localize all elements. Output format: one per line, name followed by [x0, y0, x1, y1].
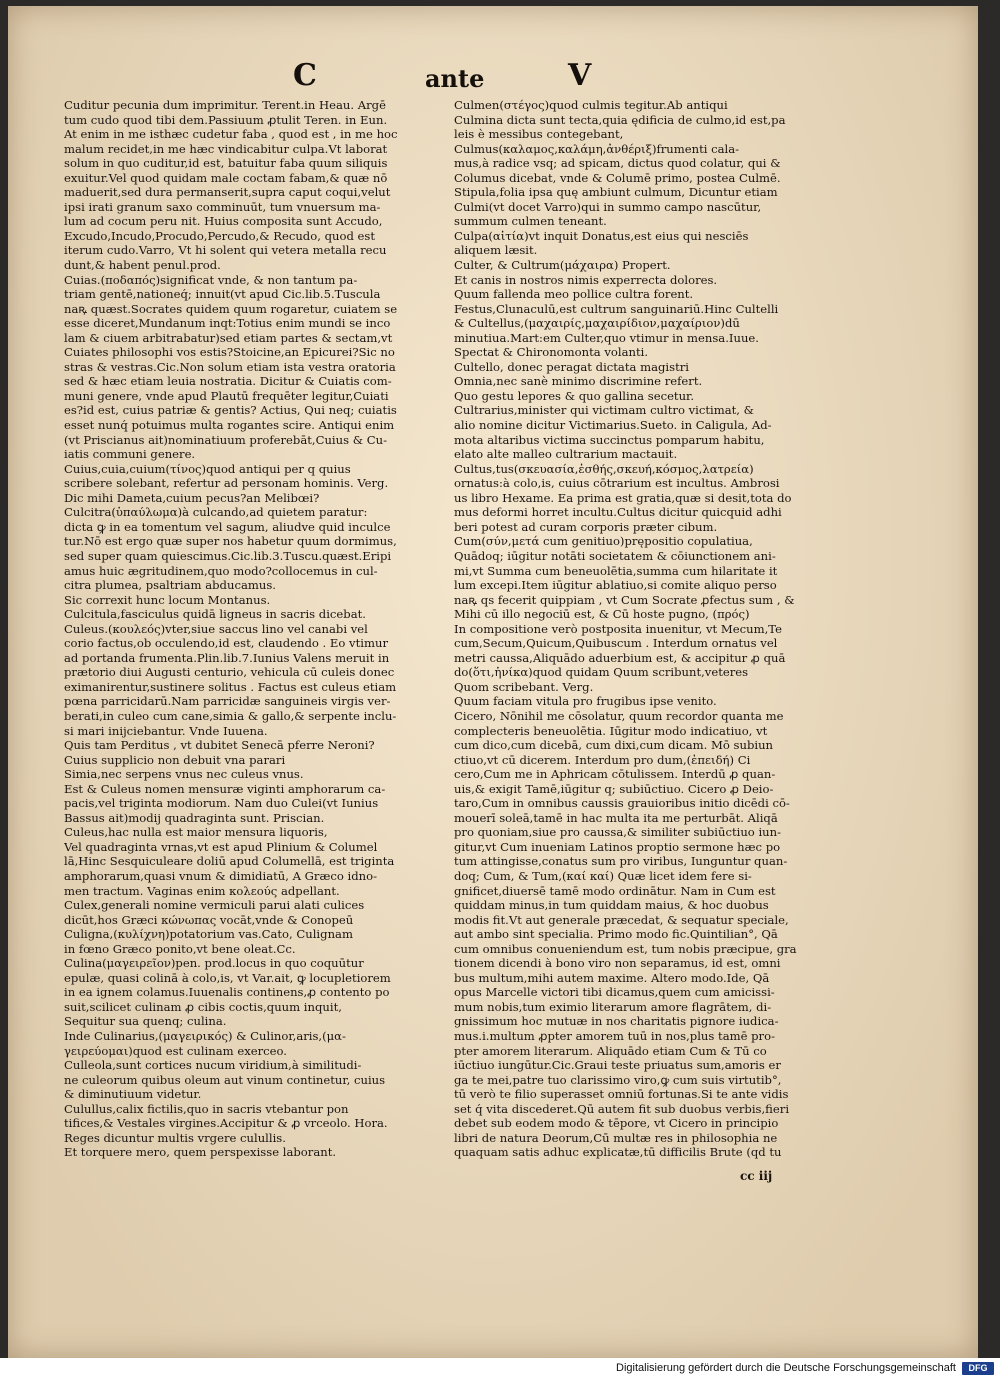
header-right-letter: V — [568, 58, 592, 93]
right-text-column — [454, 98, 832, 1160]
text-line: Culter, & Cultrum(μάχαιρα) Propert. — [454, 258, 671, 273]
text-line: Sequitur sua quenq; culina. — [64, 1014, 227, 1029]
text-line: Culina(μαγειρεῖον)pen. prod.locus in quo coquūtur — [64, 956, 364, 971]
text-line: elato alte malleo cultrarium mactauit. — [454, 447, 678, 462]
text-line: Excudo,Incudo,Procudo,Percudo,& Recudo, quod est — [64, 228, 376, 243]
text-line: exuitur.Vel quod quidam male coctam fabam,& quæ nō — [64, 170, 388, 185]
text-line: Culmen(στέγος)quod culmis tegitur.Ab antiqui — [454, 98, 728, 112]
text-line: Sic correxit hunc locum Montanus. — [64, 592, 271, 607]
text-line: libri de natura Deorum,Cū multæ res in philosophia ne — [454, 1130, 778, 1145]
text-line: Inde Culinarius,(μαγειρικός) & Culinor,aris,(μα- — [64, 1029, 346, 1043]
text-line: men tractum. Vaginas enim κολεούς adpellant. — [64, 883, 340, 898]
text-line: Quo gestu lepores & quo gallina secetur. — [454, 388, 695, 403]
text-line: Quādoq; iūgitur notāti societatem & cōiunctionem ani- — [454, 548, 776, 563]
text-line: Culeus.(κουλεός)vter,siue saccus lino vel canabi vel — [64, 621, 368, 636]
text-line: Cuditur pecunia dum imprimitur. Terent.in Heau. Argē — [64, 98, 386, 112]
text-line: esse diceret,Mundanum inqt:Totius enim mundi se inco — [64, 316, 391, 331]
text-line: mus deformi horret incultu.Cultus dicitur quicquid adhi — [454, 505, 782, 520]
funding-credit: Digitalisierung gefördert durch die Deutsche Forschungsgemeinschaft — [616, 1362, 956, 1374]
text-line: cero,Cum me in Aphricam cōtulissem. Interdū ꝓ quan- — [454, 767, 776, 782]
text-line: Culpa(αἰτία)vt inquit Donatus,est eius qui nesciēs — [454, 228, 749, 243]
text-line: Bassus ait)modij quadraginta sunt. Priscian. — [64, 810, 325, 825]
text-line: ad portanda frumenta.Plin.lib.7.Iunius Valens meruit in — [64, 650, 390, 665]
text-line: Cicero, Nōnihil me cōsolatur, quum recordor quanta me — [454, 708, 784, 723]
text-line: malum recidet,in me hæc vindicabitur culpa.Vt laborat — [64, 141, 388, 156]
text-line: si mari inijciebantur. Vnde Iuuena. — [64, 723, 268, 738]
text-line: Dic mihi Dameta,cuium pecus?an Melibœi? — [64, 490, 320, 505]
text-line: complecteris beneuolētia. Iūgitur modo indicatiuo, vt — [454, 723, 768, 738]
text-line: taro,Cum in omnibus caussis grauioribus initio dicēdi cō- — [454, 796, 790, 811]
text-line: Quis tam Perditus , vt dubitet Senecā pferre Neroni? — [64, 738, 375, 753]
text-line: dicūt,hos Græci κώνωπας vocāt,vnde & Conopeū — [64, 912, 354, 927]
text-line: sed & hæc etiam leuia nostratia. Dicitur & Cuiatis com- — [64, 374, 392, 389]
text-line: sed super quam quiescimus.Cic.lib.3.Tuscu.quæst.Eripi — [64, 548, 392, 563]
text-line: Culmi(vt docet Varro)qui in summo campo nascūtur, — [454, 199, 762, 214]
text-line: Culleola,sunt cortices nucum viridium,à similitudi- — [64, 1058, 362, 1073]
text-line: ornatus:à colo,is, cuius cōtrarium est incultus. Ambrosi — [454, 476, 780, 491]
text-line: aut ambo sint specialia. Primo modo fic.Quintilian°, Qā — [454, 927, 778, 942]
text-line: gnificet,diuersē tamē modo ordinātur. Nam in Cum est — [454, 883, 776, 898]
text-line: Culex,generali nomine vermiculi parui alati culices — [64, 898, 365, 913]
text-line: Culeus,hac nulla est maior mensura liquoris, — [64, 825, 328, 840]
text-line: Mihi cū illo negociū est, & Cū hoste pugno, (πρός) — [454, 607, 750, 622]
text-line: citra plumea, psaltriam abducamus. — [64, 578, 276, 593]
text-line: Culullus,calix fictilis,quo in sacris vtebantur pon — [64, 1101, 349, 1116]
text-line: amus huic ægritudinem,quo modo?collocemus in cul- — [64, 563, 378, 578]
text-line: leis è messibus contegebant, — [454, 127, 624, 142]
text-line: mi,vt Summa cum beneuolētia,summa cum hilaritate it — [454, 563, 778, 578]
text-line: naꝶ qs fecerit quippiam , vt Cum Socrate ꝓfectus sum , & — [454, 592, 795, 607]
text-line: esset nunq́ potuimus multa rogantes scire. Antiqui enim — [64, 418, 395, 433]
text-line: scribere solebant, refertur ad personam hominis. Verg. — [64, 476, 389, 491]
text-line: mus,à radice vsq; ad spicam, dictus quod colatur, qui & — [454, 156, 781, 171]
text-line: modis fit.Vt aut generale præcedat, & sequatur speciale, — [454, 912, 789, 927]
text-line: cum omnibus conueniendum est, tum nobis præcipue, gra — [454, 941, 797, 956]
text-line: amphorarum,quasi vnum & dimidiatū, A Græco idno- — [64, 868, 378, 883]
text-line: Culmina dicta sunt tecta,quia ędificia de culmo,id est,pa — [454, 112, 786, 127]
text-line: in fœno Græco ponito,vt bene oleat.Cc. — [64, 941, 296, 956]
text-line: Est & Culeus nomen mensuræ viginti amphorarum ca- — [64, 781, 386, 796]
text-line: doq; Cum, & Tum,(καί καί) Quæ licet idem fere si- — [454, 868, 752, 883]
text-line: mum nobis,tum eximio literarum amore flagrātem, di- — [454, 999, 772, 1014]
text-line: dicta ꝙ in ea tomentum vel sagum, aliudve quid inculce — [64, 519, 391, 534]
left-text-column — [64, 98, 456, 1160]
text-line: At enim in me isthæc cudetur faba , quod est , in me hoc — [64, 127, 398, 142]
text-line: Cuius supplicio non debuit vna parari — [64, 752, 286, 767]
text-line: γειρεύομαι)quod est culinam exerceo. — [64, 1043, 287, 1058]
text-line: eximanirentur,sustinere solitus . Factus est culeus etiam — [64, 679, 397, 694]
text-line: alio nomine dicitur Victimarius.Sueto. in Caligula, Ad- — [454, 418, 772, 433]
text-line: quiddam minus,in tum quiddam maius, & hoc duobus — [454, 898, 769, 913]
text-line: tum attingisse,conatus sum pro viribus, Iunguntur quan- — [454, 854, 788, 869]
text-line: set q́ vita discederet.Qū autem fit sub duobus verbis,fieri — [454, 1101, 790, 1116]
text-line: Quum fallenda meo pollice cultra forent. — [454, 287, 694, 302]
dfg-logo: DFG — [962, 1362, 994, 1375]
text-line: cum dico,cum dicebā, cum dixi,cum dicam. Mō subiun — [454, 738, 774, 753]
text-line: es?id est, cuius patriæ & gentis? Actius, Qui neq; cuiatis — [64, 403, 397, 418]
text-line: & diminutiuum videtur. — [64, 1087, 202, 1102]
text-line: tionem dicendi à bono viro non separamus, id est, omni — [454, 956, 781, 971]
text-line: stras & vestras.Cic.Non solum etiam ista vestra oratoria — [64, 359, 396, 374]
text-line: uis,& exigit Tamē,iūgitur q; subiūctiuo. Cicero ꝓ Deio- — [454, 781, 774, 796]
text-line: Cultus,tus(σκευασία,ἐσθής,σκευή,κόσμος,λατρεία) — [454, 461, 754, 476]
text-line: Stipula,folia ipsa quę ambiunt culmum, Dicuntur etiam — [454, 185, 778, 200]
text-line: naꝶ quæst.Socrates quidem quum rogaretur, cuiatem se — [64, 301, 398, 316]
text-line: iterum cudo.Varro, Vt hi solent qui vetera metalla recu — [64, 243, 387, 258]
text-line: Cuiates philosophi vos estis?Stoicine,an Epicurei?Sic no — [64, 345, 395, 360]
text-line: epulæ, quasi colinā à colo,is, vt Var.ait, ꝙ locupletiorem — [64, 970, 391, 985]
text-line: (vt Priscianus ait)nominatiuum proferebāt,Cuius & Cu- — [64, 432, 387, 447]
text-line: Quum faciam vitula pro frugibus ipse venito. — [454, 694, 717, 709]
text-line: summum culmen teneant. — [454, 214, 607, 229]
text-line: quaquam satis adhuc explicatæ,tū difficilis Brute (qd tu — [454, 1145, 782, 1160]
text-line: gitur,vt Cum inueniam Latinos proptio sermone hæc po — [454, 839, 781, 854]
text-line: prætorio diui Augusti centurio, vehicula cū culeis donec — [64, 665, 395, 680]
footer-bar — [0, 1358, 1000, 1380]
text-line: Simia,nec serpens vnus nec culeus vnus. — [64, 767, 304, 782]
text-line: Cuias.(ποδαπός)significat vnde, & non tantum pa- — [64, 272, 358, 287]
text-line: tifices,& Vestales virgines.Accipitur & ꝓ vrceolo. Hora. — [64, 1116, 388, 1131]
header-catchword: ante — [425, 64, 485, 93]
text-line: & Cultellus,(μαχαιρίς,μαχαιρίδιον,μαχαίριον)dū — [454, 316, 740, 331]
text-line: lum ad cocum peru nit. Huius composita sunt Accudo, — [64, 214, 383, 229]
text-line: Culcitula,fasciculus quidā ligneus in sacris dicebat. — [64, 607, 366, 622]
text-line: Culcitra(ὑπαύλωμα)à culcando,ad quietem paratur: — [64, 505, 368, 520]
text-line: Reges dicuntur multis vrgere culullis. — [64, 1130, 286, 1145]
text-line: Cum(σύν,μετά cum genitiuo)prępositio copulatiua, — [454, 534, 753, 549]
text-line: tur.Nō est ergo quæ super nos habetur quum dormimus, — [64, 534, 397, 549]
text-line: dunt,& habent penul.prod. — [64, 258, 221, 273]
text-line: debet sub eodem modo & tēpore, vt Cicero in principio — [454, 1116, 779, 1131]
signature-mark: cc iij — [740, 1169, 773, 1183]
text-line: pro quoniam,siue pro caussa,& similiter subiūctiuo iun- — [454, 825, 782, 840]
text-line: Culigna,(κυλίχνη)potatorium vas.Cato, Culignam — [64, 927, 353, 942]
text-line: solum in quo cuditur,id est, batuitur faba quum siliquis — [64, 156, 388, 171]
text-line: iūctiuo iungūtur.Cic.Graui teste priuatus sum,amoris er — [454, 1058, 781, 1073]
text-line: maduerit,sed dura permanserit,supra caput coqui,velut — [64, 185, 391, 200]
text-line: cum,Secum,Quicum,Quibuscum . Interdum ornatus vel — [454, 636, 778, 651]
text-line: Culmus(καλαμος,καλάμη,ἀνθέριξ)frumenti cala- — [454, 141, 740, 156]
text-line: triam gentē,nationeq́; innuit(vt apud Cic.lib.5.Tuscula — [64, 287, 381, 302]
text-line: ga te mei,patre tuo clarissimo viro,ꝙ cum suis virtutib°, — [454, 1072, 782, 1087]
text-line: lum excepi.Item iūgitur ablatiuo,si comite aliquo perso — [454, 578, 777, 593]
text-line: us libro Hexame. Ea prima est gratia,quæ si desit,tota do — [454, 490, 792, 505]
text-line: Spectat & Chironomonta volanti. — [454, 345, 649, 360]
text-line: Cultello, donec peragat dictata magistri — [454, 359, 689, 374]
text-line: ctiuo,vt cū dicerem. Interdum pro dum,(ἐπειδή) Ci — [454, 752, 751, 767]
text-line: lam & ciuem arbitrabatur)sed etiam partes & sectam,vt — [64, 330, 393, 345]
text-line: Omnia,nec sanè minimo discrimine refert. — [454, 374, 703, 389]
text-line: do(ὅτι,ἡνίκα)quod quidam Quum scribunt,veteres — [454, 665, 749, 680]
running-header — [8, 58, 978, 98]
text-line: muni genere, vnde apud Plautū frequēter legitur,Cuiati — [64, 388, 389, 403]
text-line: In compositione verò postposita inuenitur, vt Mecum,Te — [454, 621, 782, 636]
header-left-letter: C — [293, 58, 317, 93]
text-line: lā,Hinc Sesquiculeare doliū apud Columellā, est triginta — [64, 854, 395, 869]
text-line: tum cudo quod tibi dem.Passiuum ꝓtulit Teren. in Eun. — [64, 112, 388, 127]
text-line: Vel quadraginta vrnas,vt est apud Plinium & Columel — [64, 839, 378, 854]
text-line: Cultrarius,minister qui victimam cultro victimat, & — [454, 403, 754, 418]
text-line: Cuius,cuia,cuium(τίνος)quod antiqui per q quius — [64, 461, 351, 476]
text-line: pter amorem literarum. Aliquādo etiam Cum & Tū co — [454, 1043, 767, 1058]
text-line: bus multum,mihi autem maxime. Altero modo.Ide, Qā — [454, 970, 770, 985]
text-line: iatis communi genere. — [64, 447, 196, 462]
text-line: mota altaribus victima succinctus pomparum habitu, — [454, 432, 765, 447]
text-line: mouerī soleā,tamē in hac multa ita me perturbāt. Aliqā — [454, 810, 778, 825]
text-line: corio factus,ob occulendo,id est, claudendo . Eo vtimur — [64, 636, 388, 651]
text-line: Et canis in nostros nimis experrecta dolores. — [454, 272, 718, 287]
text-line: pœna parricidarū.Nam parricidæ sanguineis virgis ver- — [64, 694, 391, 709]
text-line: Festus,Clunaculū,est cultrum sanguinariū.Hinc Cultelli — [454, 301, 779, 316]
text-line: metri caussa,Aliquādo aduerbium est, & accipitur ꝓ quā — [454, 650, 786, 665]
text-line: berati,in culeo cum cane,simia & gallo,& serpente inclu- — [64, 708, 397, 723]
text-line: gnissimum hoc mutuæ in nos charitatis pignore iudica- — [454, 1014, 779, 1029]
text-line: suit,scilicet culinam ꝓ cibis coctis,quum inquit, — [64, 999, 342, 1014]
text-line: in ea ignem colamus.Iuuenalis continens,ꝓ contento po — [64, 985, 390, 1000]
text-line: mus.i.multum ꝓpter amorem tuū in nos,plus tamē pro- — [454, 1029, 776, 1043]
text-line: ipsi irati granum saxo comminuūt, tum vnuersum ma- — [64, 199, 381, 214]
text-line: aliquem læsit. — [454, 243, 538, 258]
text-line: beri potest ad curam corporis præter cibum. — [454, 519, 718, 534]
text-line: Et torquere mero, quem perspexisse laborant. — [64, 1145, 337, 1160]
text-line: pacis,vel triginta modiorum. Nam duo Culei(vt Iunius — [64, 796, 379, 811]
scanned-page — [8, 6, 978, 1358]
text-line: Columus dicebat, vnde & Columē primo, postea Culmē. — [454, 170, 781, 185]
text-line: minutiua.Mart:em Culter,quo vtimur in mensa.Iuue. — [454, 330, 759, 345]
text-line: tū verò te filio superasset omniū fortunas.Si te ante vidis — [454, 1087, 789, 1102]
text-line: opus Marcelle victori tibi dicamus,quem cum amicissi- — [454, 985, 775, 1000]
text-line: ne culeorum quibus oleum aut vinum continetur, cuius — [64, 1072, 386, 1087]
text-line: Quom scribebant. Verg. — [454, 679, 594, 694]
